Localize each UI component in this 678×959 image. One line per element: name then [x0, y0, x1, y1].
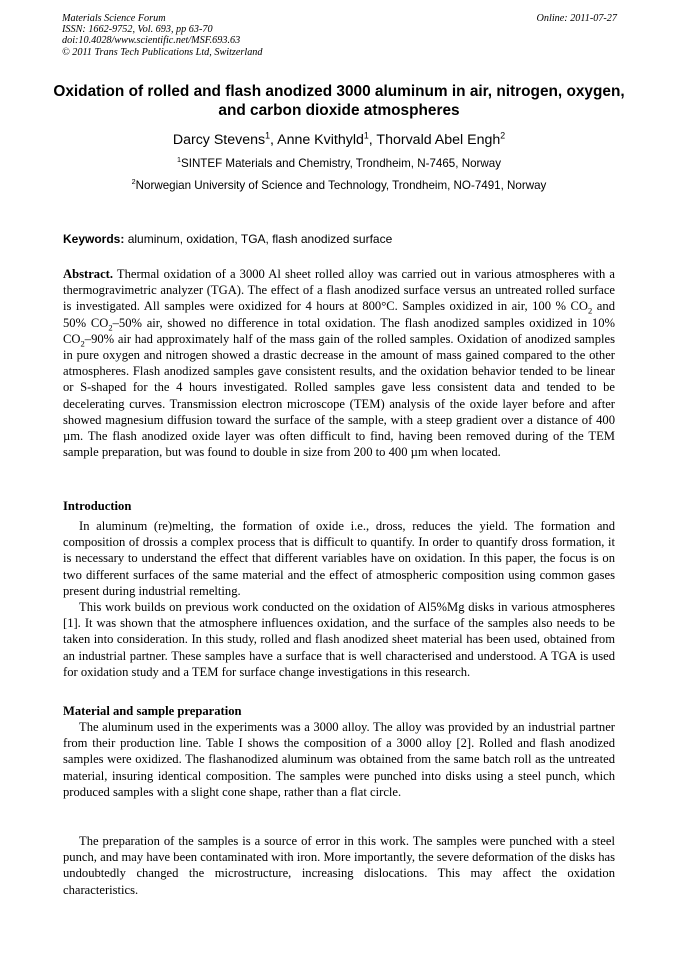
affiliation-mark: 1: [176, 155, 181, 165]
author-name: Anne Kvithyld: [277, 132, 364, 148]
paragraph: In aluminum (re)melting, the formation of oxide i.e., dross, reduces the yield. The formation and composition of drossis a complex process that is difficult to quantify. In order to quantify dross formation, it is necessary to understand the effect that different variables have on oxidation. In this paper, the focus is on two different surfaces of the same material and the effect of atmospheric composition using common gases present during industrial remelting.: [63, 519, 615, 598]
author-affiliation-mark: 1: [265, 130, 270, 141]
affiliation-mark: 2: [131, 177, 136, 187]
abstract-text: –50% air, showed no difference in total oxidation. The flash anodized samples oxidized in 10% CO: [63, 315, 615, 346]
affiliation-text: Norwegian University of Science and Technology, Trondheim, NO-7491, Norway: [135, 179, 547, 192]
subscript: 2: [80, 338, 85, 349]
author-affiliation-mark: 1: [363, 130, 369, 141]
copyright-line: © 2011 Trans Tech Publications Ltd, Switzerland: [62, 46, 263, 58]
abstract-label: Abstract.: [63, 267, 114, 281]
materials-body: [63, 719, 615, 800]
subscript: 2: [588, 305, 593, 316]
keywords: [63, 232, 615, 246]
author-name: Darcy Stevens: [172, 132, 266, 148]
author-name: Thorvald Abel Engh: [376, 132, 501, 148]
doi-line: doi:10.4028/www.scientific.net/MSF.693.63: [62, 35, 241, 47]
introduction-body: [63, 518, 615, 680]
abstract-text: –90% air had approximately half of the mass gain of the rolled samples. Oxidation of anodized samples in pure oxygen and nitrogen showed a drastic decrease in the amount of mass gained compared to the other atmospheres. Flash anodized samples gave consistent results, and the oxidation behavior tended to be linear or S-shaped for the 4 hours investigated. Rolled samples gave less consistent data and tended to be decelerating curves. Transmission electron microscope (TEM) analysis of the oxide layer before and after showed magnesium diffusion toward the surface of the sample, with a steep gradient over a distance of 400 µm. The flash anodized oxide layer was often difficult to find, having been removed during of the TEM sample preparation, but was found to double in size from 200 to 400 µm when located.: [63, 331, 615, 460]
abstract-text: and 50% CO: [63, 299, 615, 330]
online-date: Online: 2011-07-27: [536, 13, 617, 24]
paragraph: This work builds on previous work conducted on the oxidation of Al5%Mg disks in various atmospheres [1]. It was shown that the atmosphere influences oxidation, and the surface of the samples also needs to be taken into consideration. In this study, rolled and flash anodized sheet material has been used, obtained from an industrial partner. These samples have a surface that is well characterised and understood. A TGA is used for oxidation study and a TEM for surface change investigations in this research.: [63, 600, 615, 679]
paragraph: The aluminum used in the experiments was a 3000 alloy. The alloy was provided by an industrial partner from their production line. Table I shows the composition of a 3000 alloy [2]. Rolled and flash anodized samples were oxidized. The flashanodized aluminum was obtained from the same batch roll as the untreated material, insuring identical composition. The samples were punched into disks using a steel punch, which produced samples with a slight cone shape, rather than a flat circle.: [63, 720, 615, 799]
issn-line: ISSN: 1662-9752, Vol. 693, pp 63-70: [62, 24, 213, 36]
section-heading-materials: Material and sample preparation: [63, 704, 242, 718]
affiliation-1: [30, 157, 648, 171]
section-heading-introduction: Introduction: [63, 499, 132, 513]
abstract-text: Thermal oxidation of a 3000 Al sheet rolled alloy was carried out in various atmospheres with a thermogravimetric analyzer (TGA). The effect of a flash anodized surface versus an untreated rolled surface is investigated. All samples were oxidized for 4 hours at 800°C. Samples oxidized in air, 100 % CO: [63, 267, 615, 314]
subscript: 2: [108, 322, 113, 333]
affiliation-2: [30, 179, 648, 193]
author-affiliation-mark: 2: [500, 130, 506, 141]
keywords-text: aluminum, oxidation, TGA, flash anodized surface: [124, 232, 393, 246]
paragraph: The preparation of the samples is a source of error in this work. The samples were punched with a steel punch, and may have been contaminated with iron. More importantly, the severe deformation of the disks has undoubtedly changed the microstructure, increasing dislocations. This may affect the oxidation characteristics.: [63, 834, 615, 897]
journal-name: Materials Science Forum: [62, 13, 166, 24]
author-list: Darcy Stevens$^1$, Anne Kvithyld$^1$, Thorvald Abel Engh$^2$: [172, 130, 506, 148]
abstract: [63, 266, 615, 460]
keywords-label: Keywords:: [63, 232, 125, 246]
affiliation-text: SINTEF Materials and Chemistry, Trondheim, N-7465, Norway: [180, 157, 501, 170]
paper-title: Oxidation of rolled and flash anodized 3000 aluminum in air, nitrogen, oxygen, and carbon dioxide atmospheres: [53, 83, 625, 119]
journal-header: [62, 13, 617, 58]
materials-body-continued: [63, 833, 615, 898]
